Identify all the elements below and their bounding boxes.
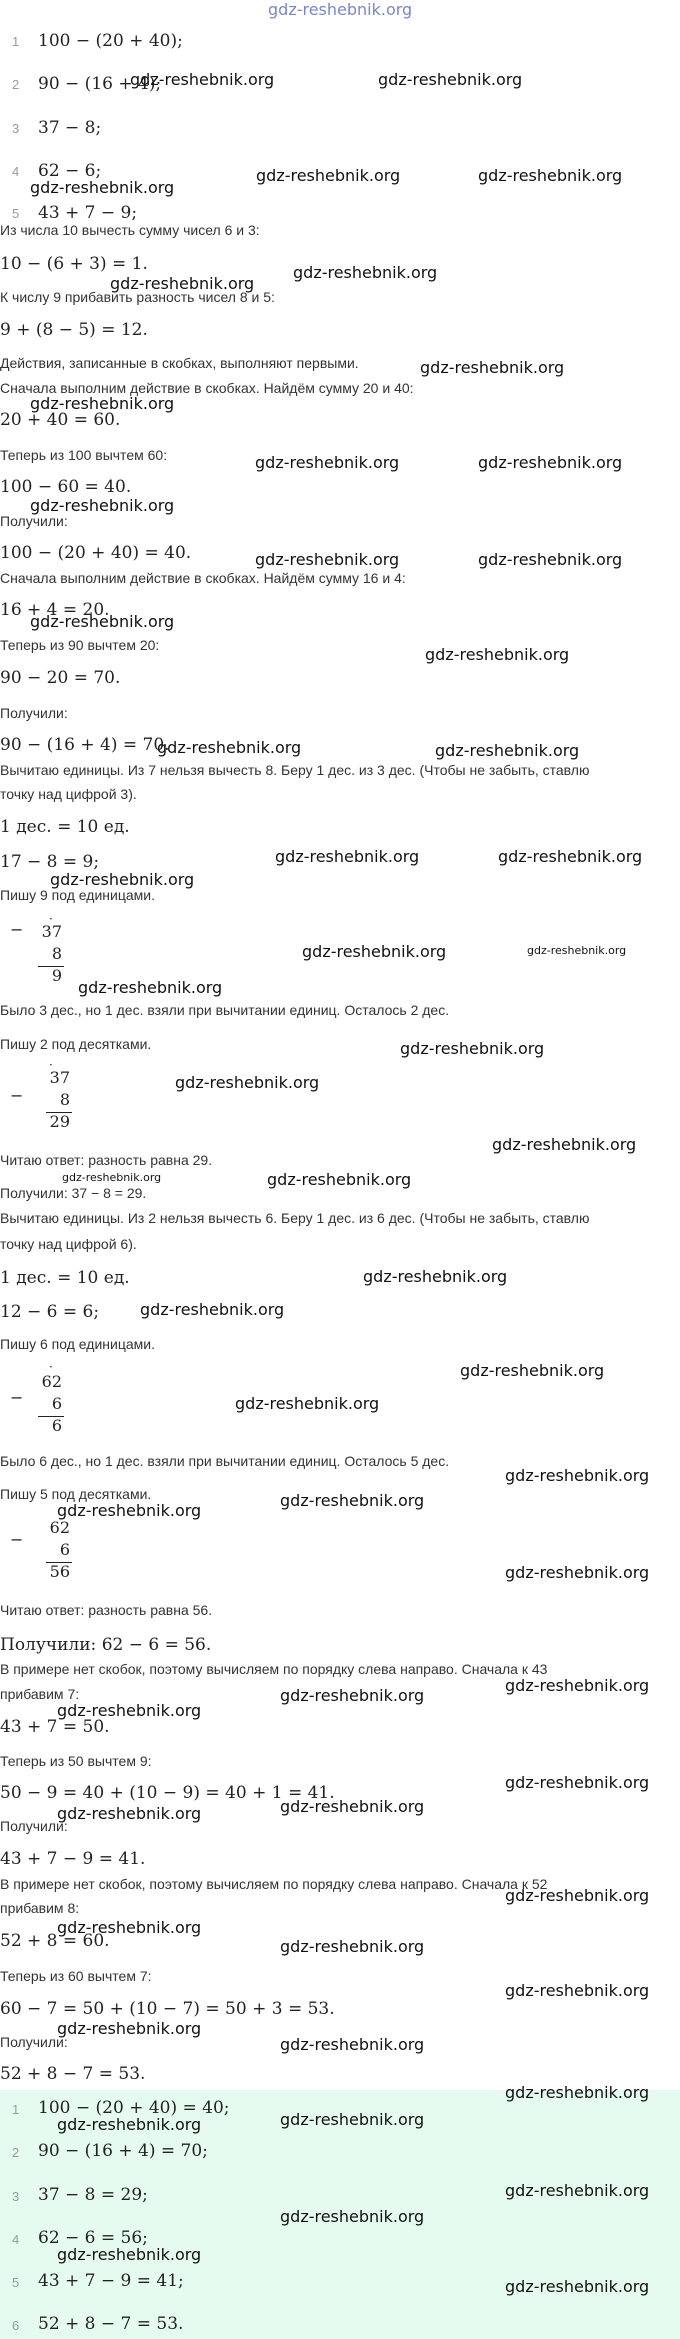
answer-expression: 90 − (16 + 4) = 70; [38,2141,208,2161]
answer-number: 4 [12,2232,20,2247]
watermark: gdz-reshebnik.org [57,1804,202,1823]
answer-number: 1 [12,2102,20,2117]
math-line: 100 − 60 = 40. [0,477,132,497]
text-line: В примере нет скобок, поэтому вычисляем по порядку слева направо. Сначала к 43 [0,1661,548,1677]
watermark: gdz-reshebnik.org [110,274,255,293]
math-line: 100 − (20 + 40) = 40. [0,543,192,563]
header-watermark[interactable]: gdz-reshebnik.org [268,0,413,19]
text-line: Получили: 37 − 8 = 29. [0,1185,147,1201]
watermark: gdz-reshebnik.org [30,394,175,413]
watermark: gdz-reshebnik.org [478,453,623,472]
math-line: 50 − 9 = 40 + (10 − 9) = 40 + 1 = 41. [0,1783,335,1803]
subtrahend: 6 [51,1394,62,1413]
watermark: gdz-reshebnik.org [78,978,223,997]
watermark: gdz-reshebnik.org [505,1981,650,2000]
text-line: Теперь из 100 вычтем 60: [0,447,168,463]
math-line: Получили: 62 − 6 = 56. [0,1635,212,1655]
watermark: gdz-reshebnik.org [302,942,447,961]
math-line: 52 + 8 = 60. [0,1931,110,1951]
text-line: точку над цифрой 3). [0,786,137,802]
text-line: Читаю ответ: разность равна 56. [0,1602,213,1618]
answer-expression: 52 + 8 − 7 = 53. [38,2314,184,2334]
math-line: 16 + 4 = 20. [0,600,110,620]
watermark: gdz-reshebnik.org [280,2110,425,2129]
text-line: Пишу 6 под единицами. [0,1336,155,1352]
text-line: прибавим 8: [0,1900,80,1916]
watermark: gdz-reshebnik.org [400,1039,545,1058]
watermark: gdz-reshebnik.org [175,1073,320,1092]
watermark: gdz-reshebnik.org [505,1773,650,1792]
watermark: gdz-reshebnik.org [140,1300,285,1319]
column-subtraction: · − 37 8 9 [10,912,62,985]
text-line: точку над цифрой 6). [0,1236,137,1252]
answer-number: 5 [12,2275,20,2290]
math-line: 43 + 7 = 50. [0,1717,110,1737]
watermark: gdz-reshebnik.org [527,944,627,957]
watermark: gdz-reshebnik.org [293,263,438,282]
math-line: 20 + 40 = 60. [0,410,121,430]
answer-expression: 43 + 7 − 9 = 41; [38,2271,184,2291]
watermark: gdz-reshebnik.org [478,550,623,569]
text-line: Пишу 5 под десятками. [0,1486,152,1502]
text-line: Действия, записанные в скобках, выполняют первыми. [0,355,359,371]
answer-number: 2 [12,2145,20,2160]
watermark: gdz-reshebnik.org [435,741,580,760]
column-subtraction: · − 62 6 6 [10,1360,62,1435]
math-line: 90 − 20 = 70. [0,668,121,688]
watermark: gdz-reshebnik.org [235,1394,380,1413]
watermark: gdz-reshebnik.org [425,645,570,664]
subtrahend: 8 [51,944,62,963]
watermark: gdz-reshebnik.org [267,1170,412,1189]
answer-number: 3 [12,2189,20,2204]
text-line: Теперь из 50 вычтем 9: [0,1753,152,1769]
column-subtraction: · − 37 8 29 [10,1058,70,1131]
watermark: gdz-reshebnik.org [505,2277,650,2296]
text-line: Из числа 10 вычесть сумму чисел 6 и 3: [0,222,260,238]
math-line: 12 − 6 = 6; [0,1302,100,1322]
watermark: gdz-reshebnik.org [280,2035,425,2054]
watermark: gdz-reshebnik.org [280,2207,425,2226]
math-line: 17 − 8 = 9; [0,852,100,872]
watermark: gdz-reshebnik.org [498,847,643,866]
math-line: 60 − 7 = 50 + (10 − 7) = 50 + 3 = 53. [0,1999,335,2019]
text-line: Теперь из 60 вычтем 7: [0,1968,152,1984]
text-line: Вычитаю единицы. Из 2 нельзя вычесть 6. Беру 1 дес. из 6 дес. (Чтобы не забыть, ставлю [0,1210,590,1226]
text-line: К числу 9 прибавить разность чисел 8 и 5: [0,289,275,305]
watermark: gdz-reshebnik.org [57,1918,202,1937]
minus-sign: − [10,1388,24,1407]
watermark: gdz-reshebnik.org [420,358,565,377]
watermark: gdz-reshebnik.org [363,1267,508,1286]
difference: 56 [49,1562,70,1581]
watermark: gdz-reshebnik.org [255,453,400,472]
text-line: Получили: [0,2034,68,2050]
watermark: gdz-reshebnik.org [280,1797,425,1816]
task-expression: 90 − (16 + 4); [38,74,162,94]
text-line: Сначала выполним действие в скобках. Найдём сумму 20 и 40: [0,380,414,396]
watermark: gdz-reshebnik.org [30,496,175,515]
task-expression: 62 − 6; [38,161,102,181]
text-line: Вычитаю единицы. Из 7 нельзя вычесть 8. Беру 1 дес. из 3 дес. (Чтобы не забыть, ставлю [0,762,590,778]
minuend: 62 [41,1372,62,1391]
difference: 6 [51,1416,62,1435]
subtrahend: 8 [59,1090,70,1109]
text-line: Теперь из 90 вычтем 20: [0,637,160,653]
text-line: Пишу 2 под десятками. [0,1036,152,1052]
watermark: gdz-reshebnik.org [57,1701,202,1720]
watermark: gdz-reshebnik.org [505,1676,650,1695]
text-line: В примере нет скобок, поэтому вычисляем по порядку слева направо. Сначала к 52 [0,1876,548,1892]
math-line: 10 − (6 + 3) = 1. [0,254,148,274]
watermark: gdz-reshebnik.org [275,847,420,866]
watermark: gdz-reshebnik.org [62,1171,162,1184]
watermark: gdz-reshebnik.org [30,178,175,197]
watermark: gdz-reshebnik.org [492,1135,637,1154]
watermark: gdz-reshebnik.org [460,1361,605,1380]
watermark: gdz-reshebnik.org [280,1937,425,1956]
minuend: 37 [41,922,62,941]
task-number: 5 [12,206,20,220]
minus-sign: − [10,1086,24,1105]
answer-expression: 37 − 8 = 29; [38,2185,148,2205]
minuend: 62 [49,1518,70,1537]
math-line: 1 дес. = 10 ед. [0,817,130,837]
watermark: gdz-reshebnik.org [30,612,175,631]
task-expression: 43 + 7 − 9; [38,203,138,220]
text-line: прибавим 7: [0,1686,80,1702]
task-number: 4 [12,164,20,179]
answer-number: 6 [12,2318,20,2333]
text-line: Получили: [0,705,68,721]
task-number: 2 [12,77,20,92]
watermark: gdz-reshebnik.org [255,550,400,569]
text-line: Читаю ответ: разность равна 29. [0,1152,213,1168]
text-line: Было 3 дес., но 1 дес. взяли при вычитании единиц. Осталось 2 дес. [0,1002,450,1018]
subtrahend: 6 [59,1540,70,1559]
watermark: gdz-reshebnik.org [280,1686,425,1705]
watermark: gdz-reshebnik.org [130,70,275,89]
task-expression: 37 − 8; [38,118,102,138]
watermark: gdz-reshebnik.org [505,2083,650,2102]
watermark: gdz-reshebnik.org [378,70,523,89]
watermark: gdz-reshebnik.org [505,2181,650,2200]
difference: 9 [51,966,62,985]
text-line: Было 6 дес., но 1 дес. взяли при вычитании единиц. Осталось 5 дес. [0,1453,450,1469]
watermark: gdz-reshebnik.org [50,870,195,889]
watermark: gdz-reshebnik.org [57,2019,202,2038]
math-line: 9 + (8 − 5) = 12. [0,320,148,340]
math-line: 52 + 8 − 7 = 53. [0,2064,146,2084]
text-line: Получили: [0,1818,68,1834]
minuend: 37 [49,1068,70,1087]
watermark: gdz-reshebnik.org [57,2115,202,2134]
difference: 29 [49,1112,70,1131]
watermark: gdz-reshebnik.org [505,1466,650,1485]
text-line: Получили: [0,513,68,529]
minus-sign: − [10,920,24,939]
watermark: gdz-reshebnik.org [478,166,623,185]
answer-expression: 62 − 6 = 56; [38,2228,148,2248]
text-line: Пишу 9 под единицами. [0,887,155,903]
minus-sign: − [10,1530,24,1549]
text-line: Сначала выполним действие в скобках. Найдём сумму 16 и 4: [0,570,406,586]
task-number: 3 [12,121,20,136]
watermark: gdz-reshebnik.org [256,166,401,185]
task-number: 1 [12,34,20,49]
watermark: gdz-reshebnik.org [57,1501,202,1520]
math-line: 1 дес. = 10 ед. [0,1268,130,1288]
watermark: gdz-reshebnik.org [280,1491,425,1510]
math-line: 90 − (16 + 4) = 70. [0,735,170,755]
answer-expression: 100 − (20 + 40) = 40; [38,2098,230,2118]
watermark: gdz-reshebnik.org [57,2245,202,2264]
watermark: gdz-reshebnik.org [505,1563,650,1582]
watermark: gdz-reshebnik.org [157,738,302,757]
math-line: 43 + 7 − 9 = 41. [0,1849,146,1869]
watermark: gdz-reshebnik.org [505,1886,650,1905]
task-expression: 100 − (20 + 40); [38,31,183,51]
